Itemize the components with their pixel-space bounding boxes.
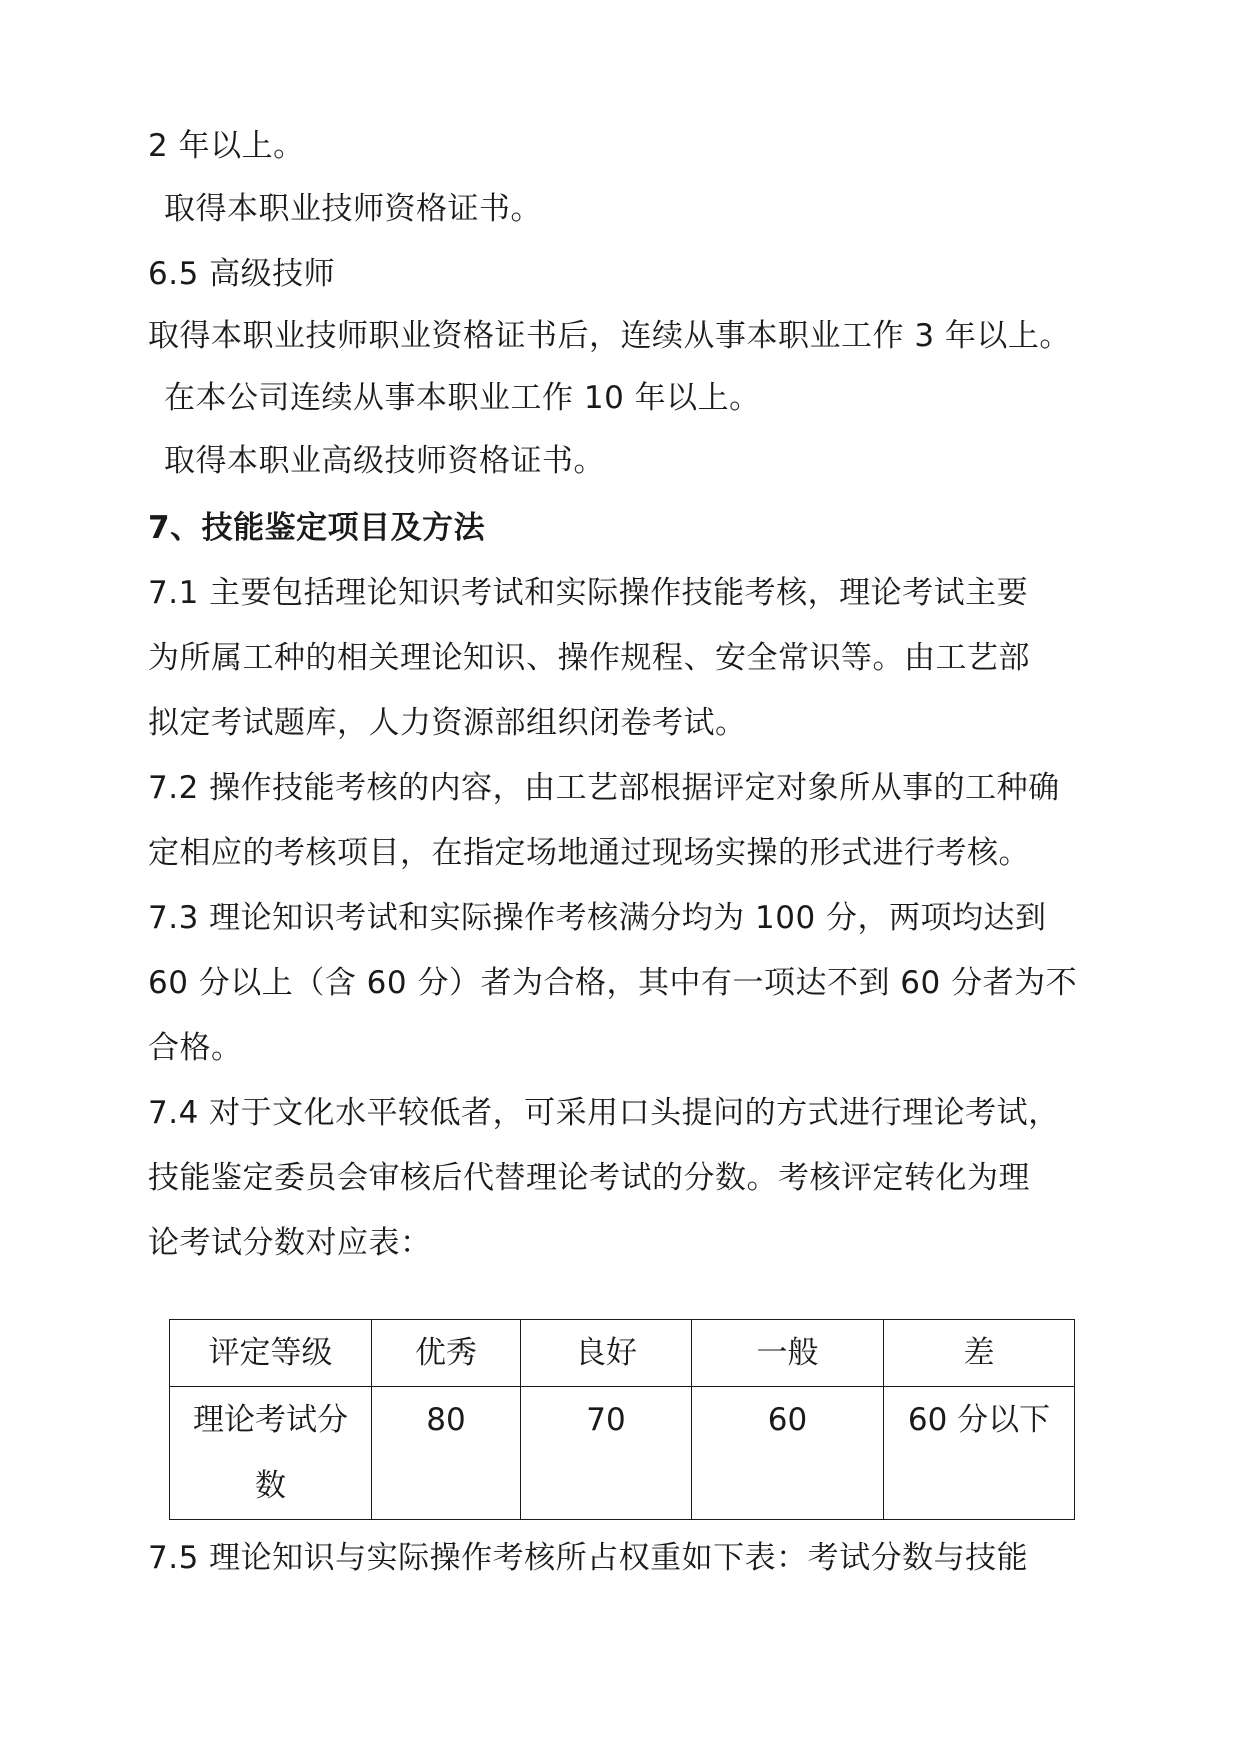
text-line: 取得本职业高级技师资格证书。 — [164, 443, 605, 479]
section-heading-6-5: 6.5 高级技师 — [148, 256, 336, 292]
text-line: 60 分以上（含 60 分）者为合格，其中有一项达不到 60 分者为不 — [148, 965, 1078, 1001]
section-heading-7: 7、技能鉴定项目及方法 — [148, 510, 486, 546]
text-line: 2 年以上。 — [148, 128, 305, 164]
text-line: 合格。 — [148, 1030, 243, 1066]
table-header-cell: 评定等级 — [170, 1320, 372, 1387]
paragraph-7-1: 7.1 主要包括理论知识考试和实际操作技能考核，理论考试主要 — [148, 575, 1029, 611]
table-row — [170, 1387, 1075, 1520]
table-header-row — [170, 1320, 1075, 1387]
table-cell: 60 — [692, 1387, 884, 1520]
text-line: 取得本职业技师资格证书。 — [164, 191, 542, 227]
paragraph-7-5: 7.5 理论知识与实际操作考核所占权重如下表：考试分数与技能 — [148, 1540, 1029, 1576]
table-header-cell: 差 — [884, 1320, 1075, 1387]
paragraph-7-2: 7.2 操作技能考核的内容，由工艺部根据评定对象所从事的工种确 — [148, 770, 1060, 806]
table-header-cell: 优秀 — [372, 1320, 521, 1387]
table-cell: 80 — [372, 1387, 521, 1520]
text-line: 取得本职业技师职业资格证书后，连续从事本职业工作 3 年以上。 — [148, 318, 1071, 354]
table-cell: 70 — [521, 1387, 692, 1520]
text-line: 论考试分数对应表： — [148, 1225, 432, 1261]
table-header-cell: 良好 — [521, 1320, 692, 1387]
paragraph-7-3: 7.3 理论知识考试和实际操作考核满分均为 100 分，两项均达到 — [148, 900, 1047, 936]
paragraph-7-4: 7.4 对于文化水平较低者，可采用口头提问的方式进行理论考试， — [148, 1095, 1060, 1131]
table-cell: 60 分以下 — [884, 1387, 1075, 1520]
score-conversion-table — [169, 1319, 1075, 1520]
text-line: 为所属工种的相关理论知识、操作规程、安全常识等。由工艺部 — [148, 640, 1030, 676]
text-line: 拟定考试题库，人力资源部组织闭卷考试。 — [148, 705, 747, 741]
text-line: 技能鉴定委员会审核后代替理论考试的分数。考核评定转化为理 — [148, 1160, 1030, 1196]
table-cell-text: 理论考试分数 — [193, 1402, 348, 1504]
table-cell — [170, 1387, 372, 1520]
text-line: 定相应的考核项目，在指定场地通过现场实操的形式进行考核。 — [148, 835, 1030, 871]
text-line: 在本公司连续从事本职业工作 10 年以上。 — [164, 380, 761, 416]
table-header-cell: 一般 — [692, 1320, 884, 1387]
